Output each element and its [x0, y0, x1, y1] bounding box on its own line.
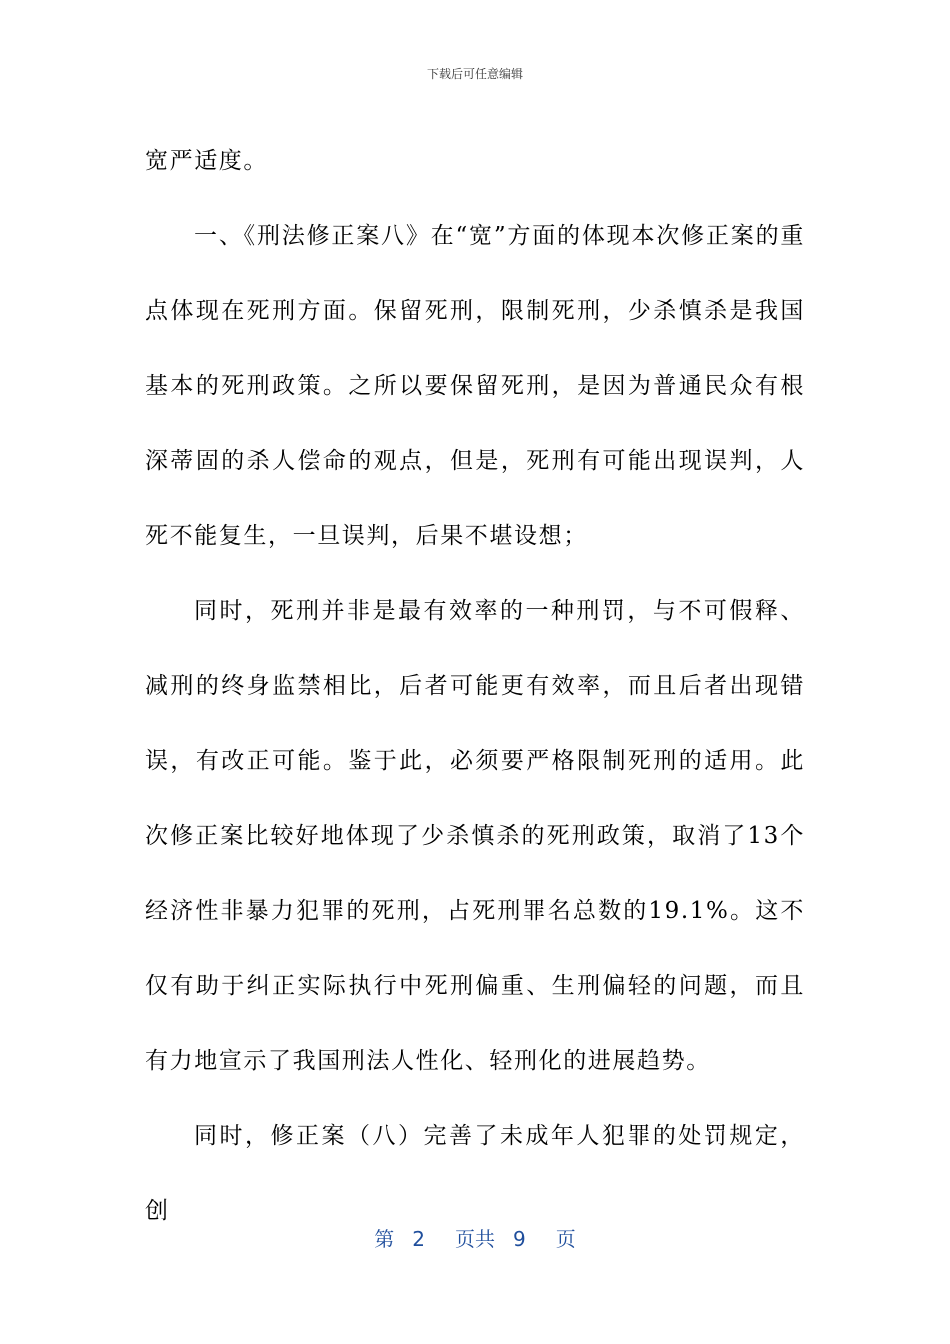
footer-middle: 页共 — [455, 1227, 495, 1251]
footer-suffix: 页 — [555, 1227, 576, 1251]
page-footer — [0, 1226, 950, 1252]
paragraph: 同时，修正案（八）完善了未成年人犯罪的处罚规定，创 — [145, 1123, 805, 1224]
current-page-number: 2 — [412, 1227, 425, 1251]
paragraph: 宽严适度。 — [145, 148, 268, 174]
paragraph: 一、《刑法修正案八》在“宽”方面的体现本次修正案的重点体现在死刑方面。保留死刑，限制死刑，少杀慎杀是我国基本的死刑政策。之所以要保留死刑，是因为普通民众有根深蒂固的杀人偿命的观点，但是，死刑有可能出现误判，人死不能复生，一旦误判，后果不堪设想； — [145, 223, 805, 549]
total-page-number: 9 — [513, 1227, 526, 1251]
footer-prefix: 第 — [374, 1227, 395, 1251]
page-header: 下载后可任意编辑 — [426, 67, 523, 81]
document-body — [145, 124, 805, 1249]
paragraph: 同时，死刑并非是最有效率的一种刑罚，与不可假释、减刑的终身监禁相比，后者可能更有效率，而且后者出现错误，有改正可能。鉴于此，必须要严格限制死刑的适用。此次修正案比较好地体现了少杀慎杀的死刑政策，取消了13个经济性非暴力犯罪的死刑，占死刑罪名总数的19.1%。这不仅有助于纠正实际执行中死刑偏重、生刑偏轻的问题，而且有力地宣示了我国刑法人性化、轻刑化的进展趋势。 — [145, 598, 805, 1074]
